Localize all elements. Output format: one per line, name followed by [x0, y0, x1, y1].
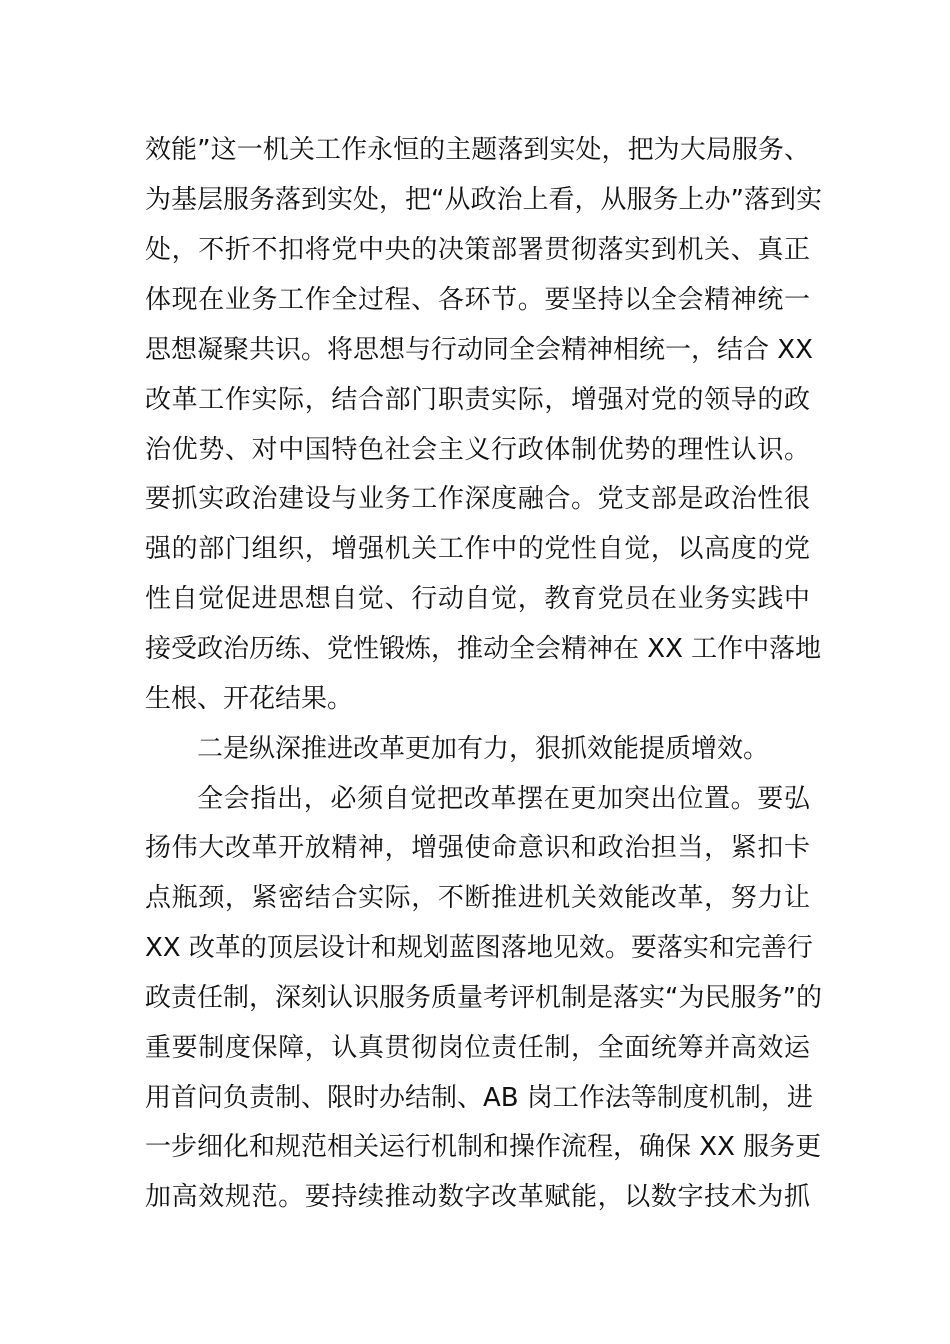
text-line: 全会指出，必须自觉把改革摆在更加突出位置。要弘: [197, 784, 810, 814]
text-line: 效能”这一机关工作永恒的主题落到实处，把为大局服务、: [145, 135, 810, 165]
text-line: 治优势、对中国特色社会主义行政体制优势的理性认识。: [145, 435, 810, 465]
text-line: 点瓶颈，紧密结合实际，不断推进机关效能改革，努力让: [145, 883, 810, 913]
text-line: 政责任制，深刻认识服务质量考评机制是落实“为民服务”的: [145, 983, 822, 1013]
text-line: 思想凝聚共识。将思想与行动同全会精神相统一，结合 XX: [145, 335, 813, 365]
text-line: 一步细化和规范相关运行机制和操作流程，确保 XX 服务更: [145, 1132, 822, 1162]
text-line: 扬伟大改革开放精神，增强使命意识和政治担当，紧扣卡: [145, 833, 810, 863]
section-heading: 二是纵深推进改革更加有力，狠抓效能提质增效。: [197, 734, 770, 764]
text-line: 加高效规范。要持续推动数字改革赋能，以数字技术为抓: [145, 1182, 810, 1212]
text-line: 为基层服务落到实处，把“从政治上看，从服务上办”落到实: [145, 185, 822, 215]
text-line: 改革工作实际，结合部门职责实际，增强对党的领导的政: [145, 385, 810, 415]
text-line: XX 改革的顶层设计和规划蓝图落地见效。要落实和完善行: [145, 933, 813, 963]
text-line: 体现在业务工作全过程、各环节。要坚持以全会精神统一: [145, 285, 810, 315]
text-line: 性自觉促进思想自觉、行动自觉，教育党员在业务实践中: [145, 584, 810, 614]
text-line: 接受政治历练、党性锻炼，推动全会精神在 XX 工作中落地: [145, 634, 822, 664]
text-line: 用首问负责制、限时办结制、AB 岗工作法等制度机制，进: [145, 1083, 813, 1113]
text-line: 重要制度保障，认真贯彻岗位责任制，全面统筹并高效运: [145, 1033, 810, 1063]
text-line: 要抓实政治建设与业务工作深度融合。党支部是政治性很: [145, 484, 810, 514]
text-line: 处，不折不扣将党中央的决策部署贯彻落实到机关、真正: [145, 235, 810, 265]
text-line: 强的部门组织，增强机关工作中的党性自觉，以高度的党: [145, 534, 810, 564]
text-line: 生根、开花结果。: [145, 684, 354, 714]
